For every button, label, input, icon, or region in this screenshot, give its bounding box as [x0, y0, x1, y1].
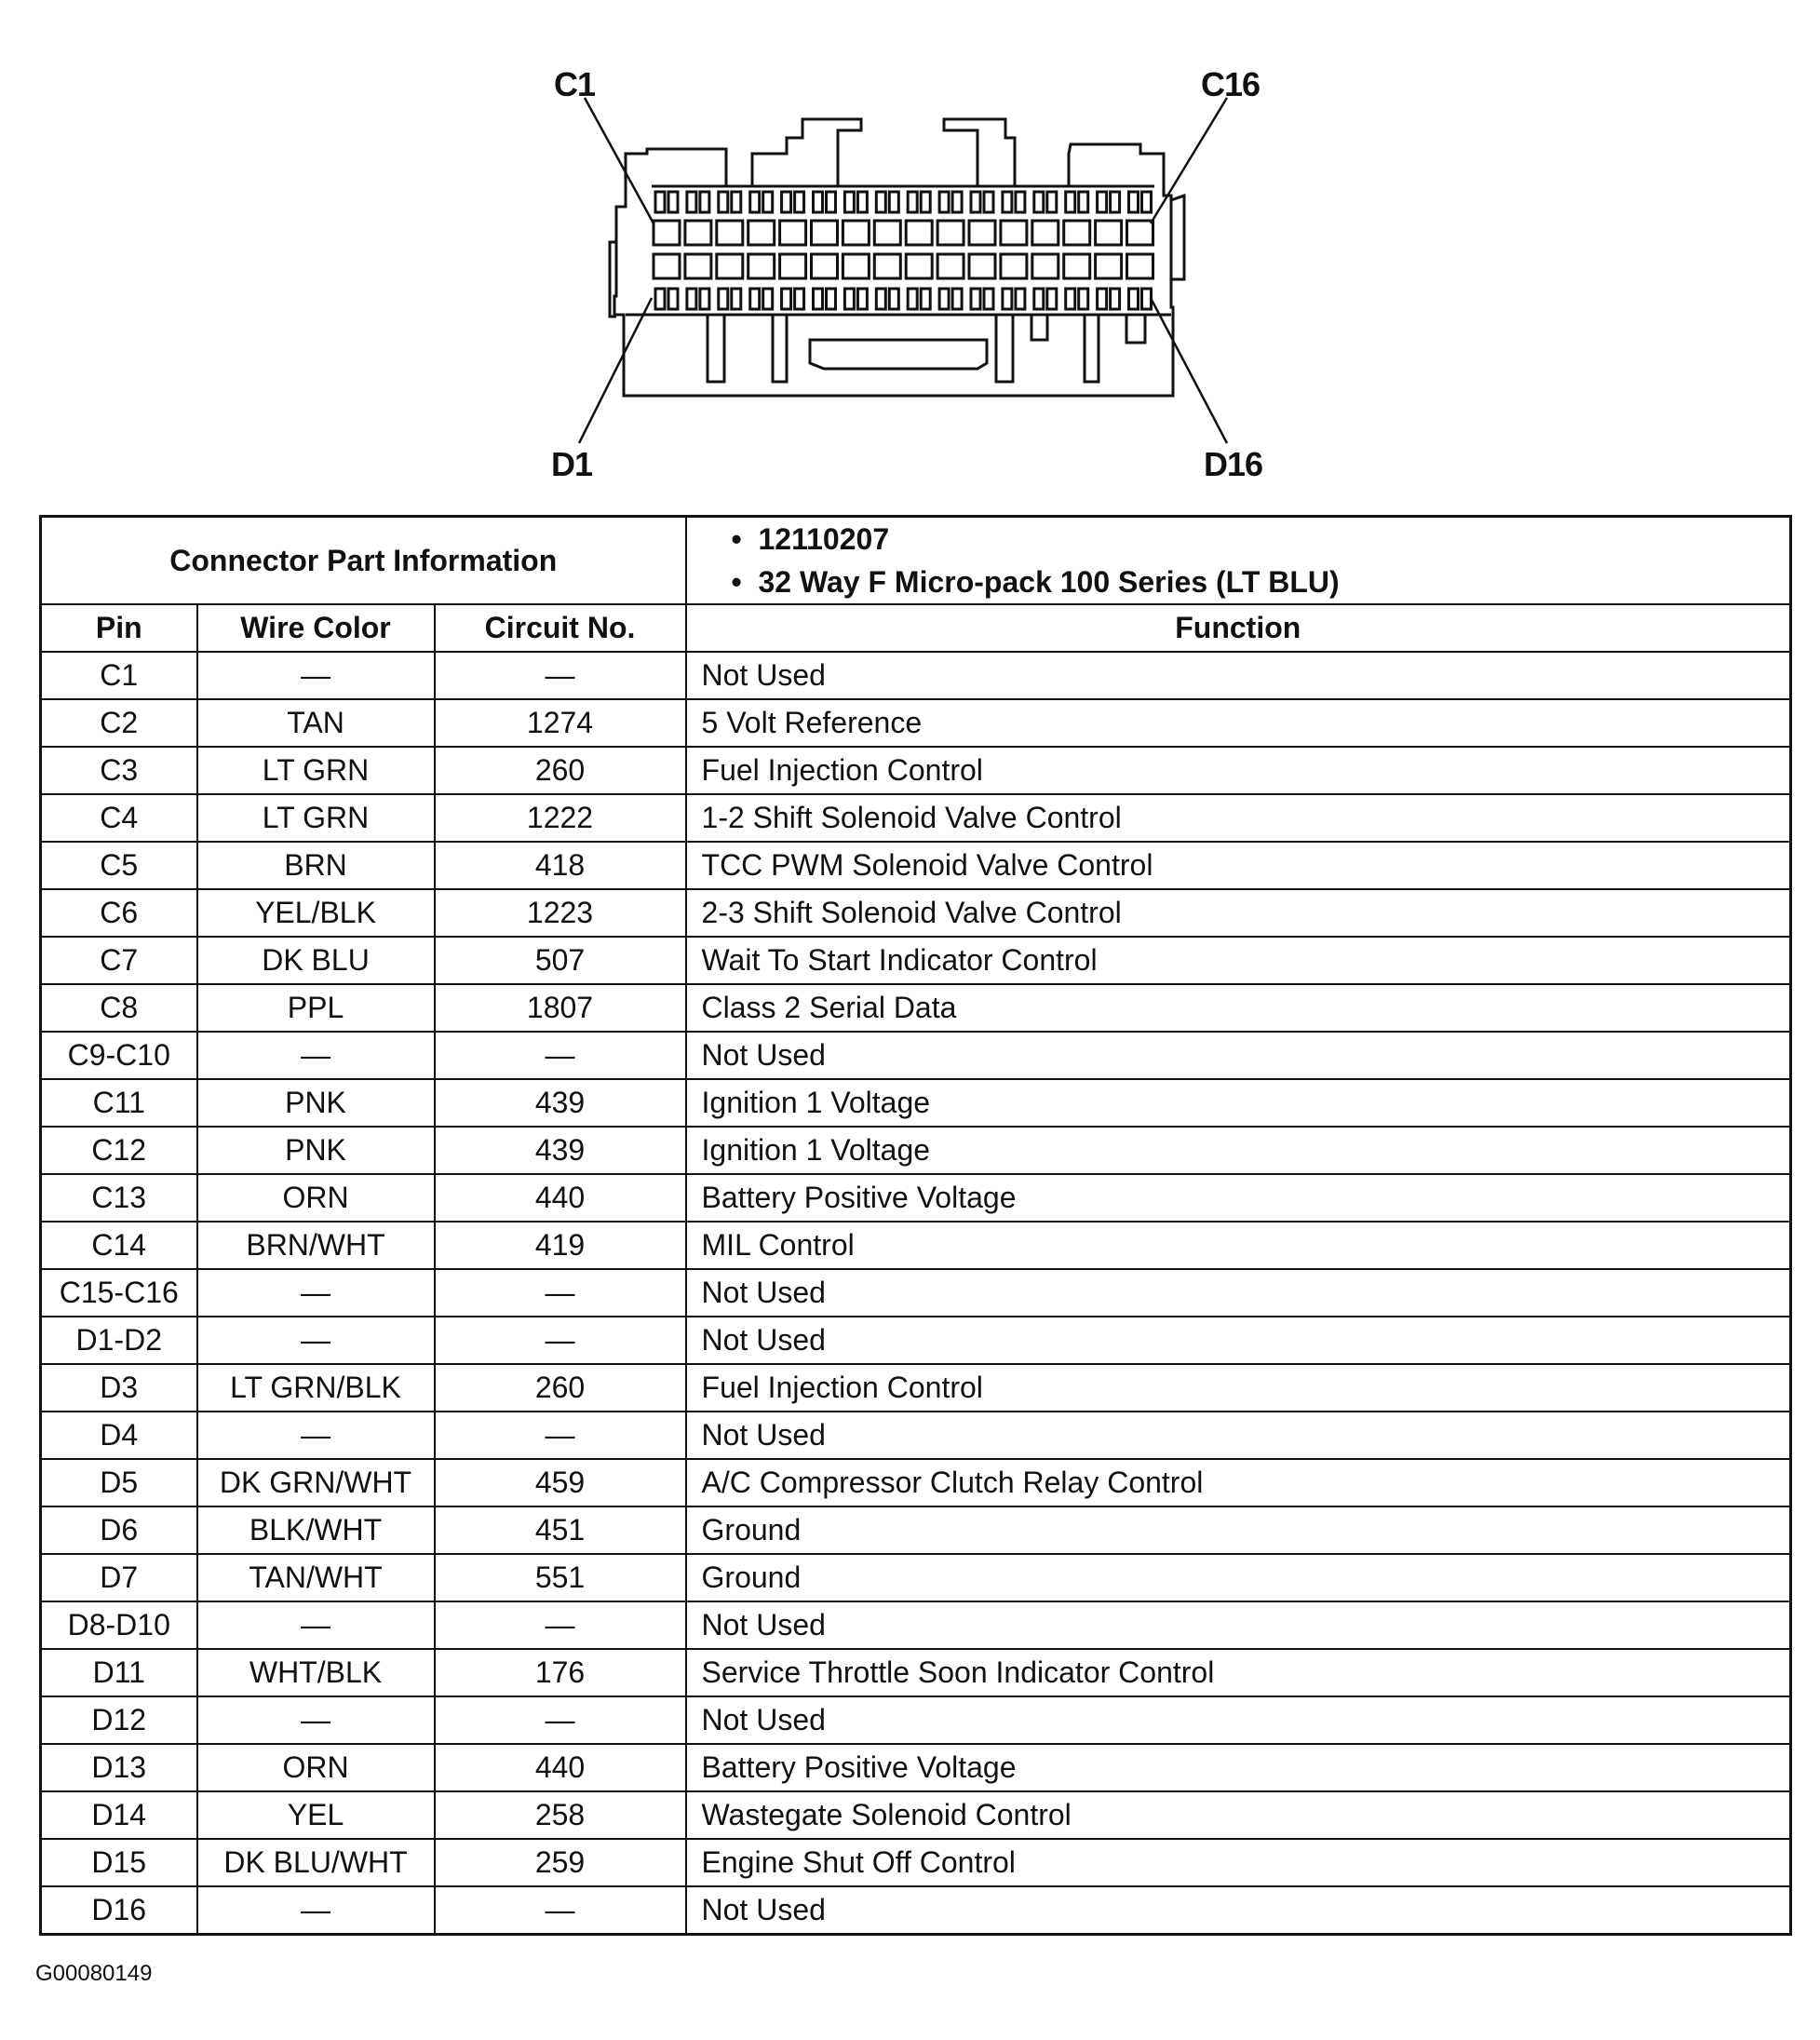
function-cell: MIL Control [686, 1222, 1791, 1269]
function-cell: Ground [686, 1506, 1791, 1554]
function-cell: Wait To Start Indicator Control [686, 937, 1791, 984]
pin-cavity [1096, 221, 1122, 245]
function-cell: Not Used [686, 1317, 1791, 1364]
pin-cell: D11 [41, 1649, 197, 1696]
function-cell: TCC PWM Solenoid Valve Control [686, 842, 1791, 889]
wire-color-cell: LT GRN [197, 747, 435, 794]
wire-color-cell: — [197, 1317, 435, 1364]
terminal-slot [814, 192, 823, 212]
pin-cell: D7 [41, 1554, 197, 1601]
pin-cell: C8 [41, 984, 197, 1032]
terminal-slot [750, 289, 760, 309]
terminal-slot [1079, 289, 1088, 309]
connector-description: • 32 Way F Micro-pack 100 Series (LT BLU) [731, 565, 1340, 599]
circuit-cell: 1222 [435, 794, 686, 842]
terminal-slot [1098, 289, 1107, 309]
terminal-slot [814, 289, 823, 309]
wire-color-cell: — [197, 1269, 435, 1317]
header-pin: Pin [41, 604, 197, 652]
terminal-slot [1066, 192, 1075, 212]
table-row [41, 1506, 1791, 1554]
terminal-slot [857, 192, 867, 212]
part-number: • 12110207 [731, 522, 890, 556]
terminal-slot [668, 289, 678, 309]
wire-color-cell: PPL [197, 984, 435, 1032]
part-info-label: Connector Part Information [41, 517, 686, 605]
pin-label-d1: D1 [551, 445, 593, 483]
pin-cavity [685, 221, 711, 245]
table-row [41, 1127, 1791, 1174]
circuit-cell: — [435, 1412, 686, 1459]
pin-cell: C9-C10 [41, 1032, 197, 1079]
function-cell: 5 Volt Reference [686, 699, 1791, 747]
table-row [41, 699, 1791, 747]
terminal-slot [1111, 192, 1120, 212]
terminal-slot [795, 192, 804, 212]
terminal-slot [763, 289, 773, 309]
table-row [41, 747, 1791, 794]
part-info-values [686, 517, 1791, 605]
table-row [41, 1839, 1791, 1886]
circuit-cell: — [435, 1032, 686, 1079]
pin-cell: C12 [41, 1127, 197, 1174]
pin-cavity [812, 221, 838, 245]
function-cell: 1-2 Shift Solenoid Valve Control [686, 794, 1791, 842]
circuit-cell: 551 [435, 1554, 686, 1601]
wire-color-cell: — [197, 1601, 435, 1649]
terminal-slot [1098, 192, 1107, 212]
terminal-slot [763, 192, 773, 212]
pin-cavity [937, 254, 964, 278]
wire-color-cell: TAN [197, 699, 435, 747]
pin-cell: D15 [41, 1839, 197, 1886]
wire-color-cell: BLK/WHT [197, 1506, 435, 1554]
circuit-cell: 419 [435, 1222, 686, 1269]
wire-color-cell: DK BLU [197, 937, 435, 984]
pin-cavity [843, 221, 869, 245]
pin-cavity [906, 221, 932, 245]
pin-cell: C14 [41, 1222, 197, 1269]
table-row [41, 1222, 1791, 1269]
terminal-slot [857, 289, 867, 309]
terminal-slot [889, 192, 898, 212]
circuit-cell: 1274 [435, 699, 686, 747]
header-wire-color: Wire Color [197, 604, 435, 652]
pin-cell: D4 [41, 1412, 197, 1459]
circuit-cell: — [435, 1886, 686, 1935]
pin-cavity [843, 254, 869, 278]
pinout-rows [41, 652, 1791, 1935]
pin-cell: D5 [41, 1459, 197, 1506]
table-row [41, 652, 1791, 699]
terminal-slot [1003, 192, 1012, 212]
table-row [41, 1364, 1791, 1412]
wire-color-cell: YEL/BLK [197, 889, 435, 937]
terminal-slot [732, 192, 741, 212]
wire-color-cell: LT GRN [197, 794, 435, 842]
terminal-slot [668, 192, 678, 212]
terminal-slot [1047, 192, 1057, 212]
pin-cell: C2 [41, 699, 197, 747]
terminal-slot [827, 192, 836, 212]
header-circuit-no: Circuit No. [435, 604, 686, 652]
pin-cell: C6 [41, 889, 197, 937]
circuit-cell: 418 [435, 842, 686, 889]
pin-label-c16: C16 [1201, 65, 1261, 103]
pin-cell: C13 [41, 1174, 197, 1222]
terminal-slot [1142, 289, 1152, 309]
table-row [41, 1269, 1791, 1317]
circuit-cell: — [435, 652, 686, 699]
terminal-slot [984, 192, 993, 212]
part-info-row [41, 517, 1791, 605]
pin-cell: D6 [41, 1506, 197, 1554]
pin-cell: C11 [41, 1079, 197, 1127]
terminal-slot [1034, 192, 1044, 212]
connector-pinout-table [39, 515, 1792, 1936]
circuit-cell: 259 [435, 1839, 686, 1886]
terminal-slot [1066, 289, 1075, 309]
terminal-slot [700, 289, 709, 309]
terminal-slot [719, 192, 728, 212]
header-row [41, 604, 1791, 652]
terminal-slot [1111, 289, 1120, 309]
circuit-cell: 459 [435, 1459, 686, 1506]
terminal-slot [1129, 289, 1139, 309]
function-cell: Class 2 Serial Data [686, 984, 1791, 1032]
circuit-cell: 260 [435, 747, 686, 794]
function-cell: Service Throttle Soon Indicator Control [686, 1649, 1791, 1696]
pin-label-c1: C1 [554, 65, 596, 103]
function-cell: Ignition 1 Voltage [686, 1079, 1791, 1127]
circuit-cell: 260 [435, 1364, 686, 1412]
pin-cavity [1032, 221, 1058, 245]
terminal-slot [1047, 289, 1057, 309]
pin-cavity [1064, 254, 1090, 278]
function-cell: Not Used [686, 1412, 1791, 1459]
circuit-cell: 258 [435, 1791, 686, 1839]
terminal-slot [1142, 192, 1152, 212]
pin-cavity [1001, 254, 1027, 278]
function-cell: Ground [686, 1554, 1791, 1601]
table-row [41, 794, 1791, 842]
terminal-slot [939, 289, 949, 309]
pin-cell: D1-D2 [41, 1317, 197, 1364]
connector-diagram [0, 0, 1820, 503]
wire-color-cell: ORN [197, 1744, 435, 1791]
pin-cell: C5 [41, 842, 197, 889]
table-row [41, 1412, 1791, 1459]
pin-cavity [874, 221, 900, 245]
wire-color-cell: BRN [197, 842, 435, 889]
terminal-slot [795, 289, 804, 309]
circuit-cell: 439 [435, 1127, 686, 1174]
table-row [41, 1601, 1791, 1649]
pin-cell: D12 [41, 1696, 197, 1744]
circuit-cell: 176 [435, 1649, 686, 1696]
pin-cell: D13 [41, 1744, 197, 1791]
function-cell: Engine Shut Off Control [686, 1839, 1791, 1886]
pin-cavity [748, 221, 775, 245]
circuit-cell: 1807 [435, 984, 686, 1032]
terminal-slot [908, 192, 917, 212]
pin-cavity [748, 254, 775, 278]
table-row [41, 1649, 1791, 1696]
function-cell: Wastegate Solenoid Control [686, 1791, 1791, 1839]
pin-cavity [1032, 254, 1058, 278]
pin-cavity [937, 221, 964, 245]
wire-color-cell: TAN/WHT [197, 1554, 435, 1601]
wire-color-cell: — [197, 1412, 435, 1459]
table-row [41, 1032, 1791, 1079]
pin-cell: C1 [41, 652, 197, 699]
terminal-slot [889, 289, 898, 309]
terminal-slot [952, 192, 962, 212]
pin-cavity [780, 254, 806, 278]
terminal-slot [876, 192, 885, 212]
terminal-slot [655, 289, 665, 309]
connector-face-drawing [0, 0, 1820, 503]
wire-color-cell: PNK [197, 1079, 435, 1127]
header-function: Function [686, 604, 1791, 652]
pin-cavity [812, 254, 838, 278]
circuit-cell: — [435, 1601, 686, 1649]
function-cell: Fuel Injection Control [686, 1364, 1791, 1412]
terminal-slot [687, 289, 696, 309]
table-row [41, 1079, 1791, 1127]
table-row [41, 889, 1791, 937]
pin-cell: C15-C16 [41, 1269, 197, 1317]
table-row [41, 1317, 1791, 1364]
figure-id: G00080149 [35, 1961, 153, 1986]
pin-cavity [1096, 254, 1122, 278]
terminal-slot [732, 289, 741, 309]
circuit-cell: 451 [435, 1506, 686, 1554]
terminal-slot [876, 289, 885, 309]
circuit-cell: 507 [435, 937, 686, 984]
wire-color-cell: YEL [197, 1791, 435, 1839]
pin-cavity [906, 254, 932, 278]
table-row [41, 1696, 1791, 1744]
terminal-slot [700, 192, 709, 212]
wire-color-cell: DK GRN/WHT [197, 1459, 435, 1506]
table-row [41, 1886, 1791, 1935]
pin-cavity [717, 221, 743, 245]
terminal-slot [971, 289, 980, 309]
terminal-slot [1034, 289, 1044, 309]
terminal-slot [1129, 192, 1139, 212]
terminal-slot [844, 289, 854, 309]
table-row [41, 1791, 1791, 1839]
terminal-slot [921, 192, 930, 212]
table-row [41, 1174, 1791, 1222]
terminal-slot [984, 289, 993, 309]
terminal-slot [1016, 192, 1025, 212]
wire-color-cell: — [197, 1886, 435, 1935]
terminal-slot [719, 289, 728, 309]
wire-color-cell: LT GRN/BLK [197, 1364, 435, 1412]
pin-cell: D3 [41, 1364, 197, 1412]
terminal-slot [827, 289, 836, 309]
function-cell: Not Used [686, 1696, 1791, 1744]
circuit-cell: 440 [435, 1174, 686, 1222]
circuit-cell: — [435, 1269, 686, 1317]
function-cell: A/C Compressor Clutch Relay Control [686, 1459, 1791, 1506]
table-row [41, 1459, 1791, 1506]
function-cell: Not Used [686, 1032, 1791, 1079]
terminal-slot [921, 289, 930, 309]
table-row [41, 1744, 1791, 1791]
function-cell: Not Used [686, 1601, 1791, 1649]
terminal-slot [782, 289, 791, 309]
function-cell: Fuel Injection Control [686, 747, 1791, 794]
pin-label-d16: D16 [1204, 445, 1263, 483]
pin-cavity [969, 254, 995, 278]
pin-cavity [969, 221, 995, 245]
function-cell: Ignition 1 Voltage [686, 1127, 1791, 1174]
pin-cavity [780, 221, 806, 245]
circuit-cell: 440 [435, 1744, 686, 1791]
terminal-slot [655, 192, 665, 212]
circuit-cell: 439 [435, 1079, 686, 1127]
function-cell: 2-3 Shift Solenoid Valve Control [686, 889, 1791, 937]
function-cell: Battery Positive Voltage [686, 1174, 1791, 1222]
terminal-slot [782, 192, 791, 212]
pin-cavity [1127, 254, 1153, 278]
circuit-cell: 1223 [435, 889, 686, 937]
circuit-cell: — [435, 1317, 686, 1364]
wire-color-cell: — [197, 1032, 435, 1079]
pin-cell: C3 [41, 747, 197, 794]
wire-color-cell: PNK [197, 1127, 435, 1174]
pin-cavity [654, 221, 680, 245]
table-row [41, 842, 1791, 889]
circuit-cell: — [435, 1696, 686, 1744]
pin-cavity [685, 254, 711, 278]
pin-cell: D8-D10 [41, 1601, 197, 1649]
wire-color-cell: BRN/WHT [197, 1222, 435, 1269]
wire-color-cell: — [197, 1696, 435, 1744]
wire-color-cell: DK BLU/WHT [197, 1839, 435, 1886]
wire-color-cell: ORN [197, 1174, 435, 1222]
pin-cavity [717, 254, 743, 278]
pin-cell: C7 [41, 937, 197, 984]
table-row [41, 984, 1791, 1032]
function-cell: Not Used [686, 1269, 1791, 1317]
terminal-slot [971, 192, 980, 212]
pin-cell: D14 [41, 1791, 197, 1839]
terminal-slot [687, 192, 696, 212]
function-cell: Not Used [686, 652, 1791, 699]
wire-color-cell: — [197, 652, 435, 699]
function-cell: Not Used [686, 1886, 1791, 1935]
pin-cell: C4 [41, 794, 197, 842]
pin-cavity [654, 254, 680, 278]
terminal-slot [939, 192, 949, 212]
pin-cavity [1001, 221, 1027, 245]
wire-color-cell: WHT/BLK [197, 1649, 435, 1696]
table-row [41, 937, 1791, 984]
pin-cavity [1127, 221, 1153, 245]
terminal-slot [844, 192, 854, 212]
table-row [41, 1554, 1791, 1601]
terminal-slot [1003, 289, 1012, 309]
terminal-slot [908, 289, 917, 309]
terminal-slot [1016, 289, 1025, 309]
pin-cavity [874, 254, 900, 278]
terminal-slot [952, 289, 962, 309]
terminal-slot [750, 192, 760, 212]
terminal-slot [1079, 192, 1088, 212]
function-cell: Battery Positive Voltage [686, 1744, 1791, 1791]
pin-cavity [1064, 221, 1090, 245]
pin-cell: D16 [41, 1886, 197, 1935]
